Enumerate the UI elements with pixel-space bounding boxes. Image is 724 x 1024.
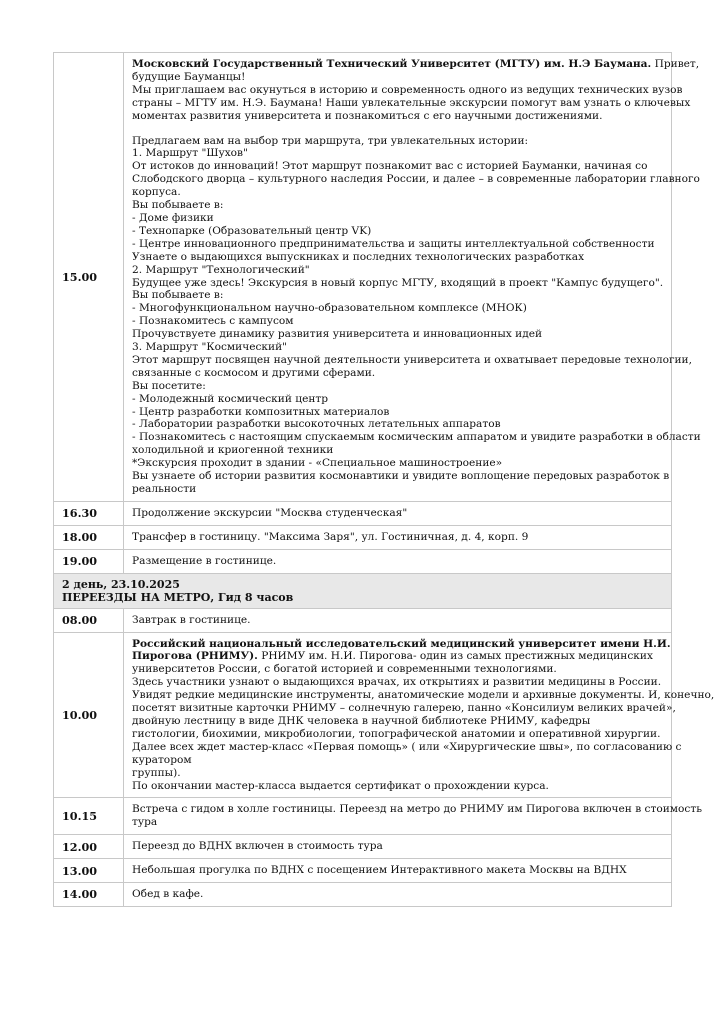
description-line (132, 650, 663, 663)
description-line (132, 83, 683, 97)
line-text: Слободского дворца – культурного наследия России, и далее – в современные лаборатории главного (132, 173, 700, 186)
line-text: Привет, (651, 58, 700, 70)
line-text: 1. Маршрут "Шухов" (132, 147, 248, 160)
schedule-row (54, 53, 672, 502)
description-line (132, 238, 663, 251)
description-line (132, 289, 663, 302)
description-line (132, 315, 663, 328)
day-subtitle: ПЕРЕЕЗДЫ НА МЕТРО, Гид 8 часов (62, 590, 294, 604)
description-line (132, 803, 702, 816)
description-line (132, 110, 663, 123)
line-text: реальности (132, 483, 197, 495)
itinerary-table (53, 52, 715, 907)
description-line (132, 840, 663, 853)
schedule-row (54, 632, 672, 798)
description-cell (124, 501, 672, 525)
line-text: куратором (132, 753, 192, 766)
schedule-row (54, 859, 672, 883)
schedule-row (54, 798, 672, 835)
description-line (132, 555, 663, 568)
description-line (132, 147, 663, 160)
description-line (132, 728, 663, 741)
description-cell (124, 53, 701, 502)
schedule-row (54, 883, 672, 907)
schedule-row (54, 835, 672, 859)
description-cell (124, 525, 672, 549)
description-line (132, 96, 691, 110)
line-text: Вы побываете в: (132, 199, 224, 212)
line-text: - Центре инновационного предпринимательства и защиты интеллектуальной собственности (132, 237, 655, 250)
day-header-cell (54, 573, 672, 608)
time-cell: 13.00 (54, 859, 124, 883)
line-text: Продолжение экскурсии "Москва студенческая" (132, 506, 408, 519)
description-line (132, 367, 663, 380)
bold-heading: Российский национальный исследовательский медицинский университет имени Н.И. (132, 637, 671, 650)
schedule-row (54, 501, 672, 525)
description-line (132, 302, 663, 315)
line-text: - Познакомитесь с кампусом (132, 315, 294, 328)
day2-header-group (54, 573, 672, 608)
line-text: Размещение в гостинице. (132, 554, 277, 567)
description-cell (124, 883, 672, 907)
description-line (132, 676, 663, 689)
description-line (132, 199, 663, 212)
description-line (132, 740, 682, 754)
schedule-row (54, 549, 672, 573)
line-text: 2. Маршрут "Технологический" (132, 263, 310, 276)
line-text: посетят визитные карточки РНИМУ – солнечную галерею, панно «Консилиум великих врачей», (132, 702, 676, 715)
description-line (132, 58, 700, 71)
description-line (132, 380, 663, 393)
line-text: - Центр разработки композитных материалов (132, 405, 390, 418)
description-line (132, 444, 663, 457)
description-line (132, 637, 671, 651)
description-cell (124, 632, 715, 798)
time-cell: 12.00 (54, 835, 124, 859)
description-line (132, 483, 663, 496)
day-header-row (54, 573, 672, 608)
description-line (132, 186, 663, 199)
line-text: - Молодежный космический центр (132, 392, 329, 405)
paragraph-gap (132, 123, 663, 135)
description-line (132, 816, 663, 829)
line-text: Переезд до ВДНХ включен в стоимость тура (132, 840, 383, 853)
description-line (132, 212, 663, 225)
line-text: Мы приглашаем вас окунуться в историю и современность одного из ведущих технических вузов (132, 83, 683, 96)
line-text: От истоков до инноваций! Этот маршрут познакомит вас с историей Бауманки, начиная со (132, 160, 648, 173)
line-text: холодильной и криогенной техники (132, 444, 334, 457)
line-text: Здесь участники узнают о выдающихся врачах, их открытиях и развитии медицины в России. (132, 676, 662, 689)
line-text: университетов России, с богатой историей и современными технологиями. (132, 663, 557, 676)
line-text: Этот маршрут посвящен научной деятельности университета и охватывает передовые технологии, (132, 353, 692, 366)
time-cell: 08.00 (54, 608, 124, 632)
schedule-row (54, 608, 672, 632)
description-line (132, 767, 663, 780)
line-text: Узнаете о выдающихся выпускниках и последних технологических разработках (132, 250, 585, 263)
description-line (132, 531, 663, 544)
description-line (132, 406, 663, 419)
schedule-row (54, 525, 672, 549)
description-line (132, 71, 663, 84)
line-text: - Технопарке (Образовательный центр VK) (132, 224, 372, 237)
description-line (132, 457, 663, 470)
line-text: Встреча с гидом в холле гостиницы. Переезд на метро до РНИМУ им Пирогова включен в стоимость (132, 803, 702, 816)
line-text: *Экскурсия проходит в здании - «Специальное машиностроение» (132, 457, 503, 470)
line-text: Завтрак в гостинице. (132, 613, 251, 626)
time-cell: 15.00 (54, 53, 124, 502)
line-text: Вы узнаете об истории развития космонавтики и увидите воплощение передовых разработок в (132, 470, 670, 483)
description-cell (124, 549, 672, 573)
line-text: Прочувствуете динамику развития университета и инновационных идей (132, 328, 543, 341)
line-text: гистологии, биохимии, микробиологии, топографической анатомии и оперативной хирургии. (132, 727, 661, 740)
description-cell (124, 835, 672, 859)
description-line (132, 702, 676, 715)
line-text: - Познакомитесь с настоящим спускаемым космическим аппаратом и увидите разработки в области (132, 431, 701, 444)
description-line (132, 888, 663, 901)
description-line (132, 173, 700, 186)
description-line (132, 431, 701, 444)
line-text: - Доме физики (132, 211, 214, 224)
line-text: - Лаборатории разработки высокоточных летательных аппаратов (132, 418, 501, 431)
description-line (132, 135, 663, 148)
time-cell: 14.00 (54, 883, 124, 907)
time-cell: 16.30 (54, 501, 124, 525)
line-text: Далее всех ждет мастер-класс «Первая помощь» ( или «Хирургические швы», по согласованию с (132, 740, 682, 753)
description-line (132, 393, 663, 406)
description-cell (124, 608, 672, 632)
line-text: Обед в кафе. (132, 888, 204, 901)
line-text: Увидят редкие медицинские инструменты, анатомические модели и архивные документы. И, конечно, (132, 689, 715, 702)
description-line (132, 689, 715, 702)
line-text: РНИМУ им. Н.И. Пирогова- один из самых престижных медицинских (257, 650, 653, 663)
line-text: Вы посетите: (132, 379, 206, 392)
description-line (132, 353, 692, 367)
line-text: группы). (132, 766, 181, 779)
line-text: Будущее уже здесь! Экскурсия в новый корпус МГТУ, входящий в проект "Кампус будущего". (132, 276, 664, 289)
description-line (132, 264, 663, 277)
description-line (132, 418, 663, 431)
line-text: Вы побываете в: (132, 289, 224, 302)
description-line (132, 341, 663, 354)
line-text: будущие Бауманцы! (132, 70, 246, 83)
day2-rows (54, 608, 715, 906)
description-line (132, 754, 663, 767)
line-text: 3. Маршрут "Космический" (132, 341, 288, 354)
description-line (132, 160, 663, 173)
line-text: тура (132, 816, 158, 829)
description-line (132, 715, 663, 728)
line-text: - Многофункциональном научно-образовательном комплексе (МНОК) (132, 302, 527, 315)
time-cell: 18.00 (54, 525, 124, 549)
description-line (132, 864, 663, 877)
bold-heading: Пирогова (РНИМУ). (132, 650, 258, 663)
line-text: Небольшая прогулка по ВДНХ с посещением Интерактивного макета Москвы на ВДНХ (132, 864, 627, 877)
line-text: корпуса. (132, 186, 181, 199)
time-cell: 19.00 (54, 549, 124, 573)
line-text: моментах развития университета и познакомиться с его научными достижениями. (132, 109, 603, 122)
description-line (132, 780, 663, 793)
description-cell (124, 859, 672, 883)
description-line (132, 507, 663, 520)
line-text: Предлагаем вам на выбор три маршрута, три увлекательных истории: (132, 134, 529, 147)
description-line (132, 277, 663, 290)
line-text: двойную лестницу в виде ДНК человека в научной библиотеке РНИМУ, кафедры (132, 714, 591, 727)
description-line (132, 225, 663, 238)
description-line (132, 328, 663, 341)
description-line (132, 251, 663, 264)
time-cell: 10.00 (54, 632, 124, 798)
day1-rows (54, 53, 701, 574)
line-text: Трансфер в гостиницу. "Максима Заря", ул. Гостиничная, д. 4, корп. 9 (132, 530, 529, 543)
line-text: связанные с космосом и другими сферами. (132, 366, 376, 379)
line-text: По окончании мастер-класса выдается сертификат о прохождении курса. (132, 779, 549, 792)
line-text: страны – МГТУ им. Н.Э. Баумана! Наши увлекательные экскурсии помогут вам узнать о ключевых (132, 96, 691, 109)
time-cell: 10.15 (54, 798, 124, 835)
bold-heading: Московский Государственный Технический Университет (МГТУ) им. Н.Э Баумана. (132, 58, 652, 70)
day-title: 2 день, 23.10.2025 (62, 577, 180, 591)
description-cell (124, 798, 702, 835)
description-line (132, 470, 670, 483)
description-line (132, 614, 663, 627)
description-line (132, 663, 663, 676)
